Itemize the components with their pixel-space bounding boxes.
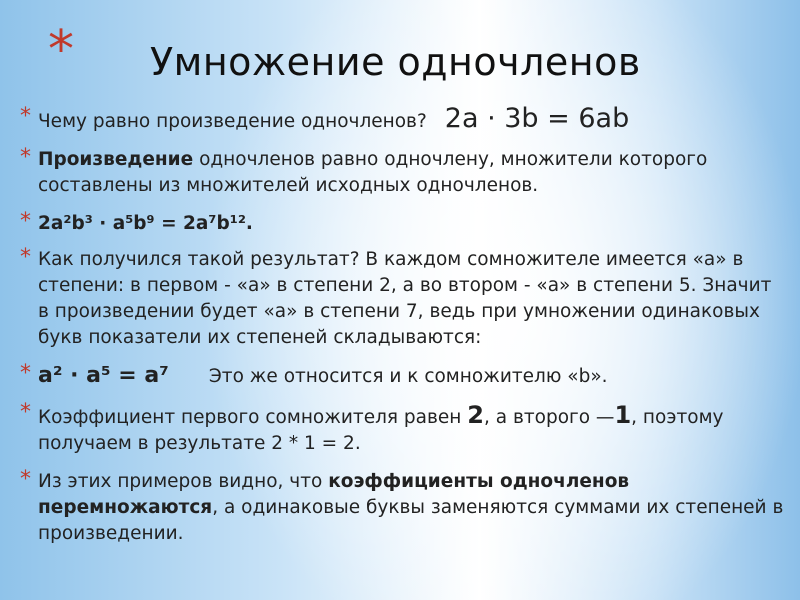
asterisk-bullet-icon: * [20, 145, 31, 170]
power-formula: 2a²b³ · a⁵b⁹ = 2a⁷b¹². [38, 213, 253, 234]
definition-term: Произведение [38, 149, 194, 170]
explanation-text: Как получился такой результат? В каждом сомножителе имеется «а» в степени: в первом - «а» в степени 2, а во втором - «а» в степени 5. Значит в произведении будет «а» в степени 7, ведь при умножении одинаковых букв показатели их степеней складываются: [38, 249, 772, 348]
conclusion-text-b: , а одинаковые буквы заменяются суммами их степеней в произведении. [38, 497, 784, 544]
conclusion-text-a: Из этих примеров видно, что [38, 471, 329, 492]
title-bullet-icon: * [48, 20, 74, 80]
question-text: Чему равно произведение одночленов? [38, 111, 427, 132]
bullet-a-powers [18, 363, 788, 390]
asterisk-bullet-icon: * [20, 104, 31, 129]
b-note-text: Это же относится и к сомножителю «b». [208, 366, 608, 387]
asterisk-bullet-icon: * [20, 467, 31, 492]
bullet-formula-example [18, 211, 788, 237]
coef-first-value: 2 [467, 401, 484, 429]
slide-title: Умножение одночленов [150, 40, 641, 84]
bullet-definition [18, 147, 788, 199]
asterisk-bullet-icon: * [20, 361, 31, 386]
slide-content [18, 103, 788, 559]
coef-text-a: Коэффициент первого сомножителя равен [38, 407, 468, 428]
asterisk-bullet-icon: * [20, 400, 31, 425]
asterisk-bullet-icon: * [20, 209, 31, 234]
coef-second-value: 1 [614, 401, 632, 429]
asterisk-bullet-icon: * [20, 245, 31, 270]
coef-text-b: , а второго — [483, 407, 615, 428]
bullet-question [18, 103, 788, 135]
example-formula: 2a · 3b = 6ab [444, 103, 630, 134]
bullet-explanation [18, 247, 788, 351]
conclusion-bold: коэффициенты одночленов перемножаются [38, 471, 630, 518]
coef-text-c: , поэтому получаем в результате 2 * 1 = 2. [38, 407, 724, 454]
bullet-coefficients [18, 402, 788, 457]
definition-text: одночленов равно одночлену, множители которого составлены из множителей исходных одночленов. [38, 149, 708, 196]
a-power-formula: a² · a⁵ = a⁷ [38, 363, 169, 388]
bullet-conclusion [18, 469, 788, 547]
